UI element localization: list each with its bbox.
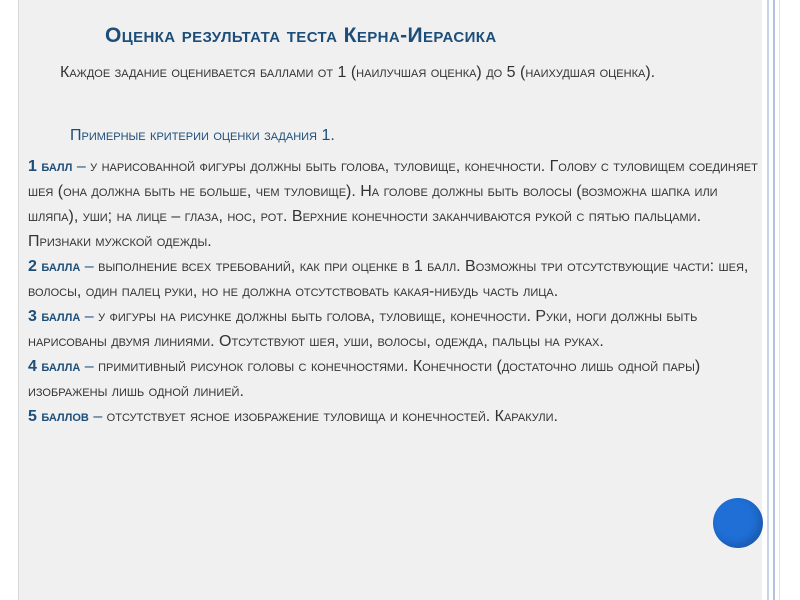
criterion-2 xyxy=(28,254,760,304)
criterion-3 xyxy=(28,304,760,354)
criterion-score: 1 балл xyxy=(28,158,73,175)
criterion-dash: – xyxy=(76,158,86,175)
criterion-5 xyxy=(28,404,760,429)
criterion-text: выполнение всех требований, как при оценке в 1 балл. Возможны три отсутствующие части: шея, волосы, один палец руки, но не должна отсутствовать какая-нибудь часть лица. xyxy=(28,258,749,300)
criteria-subheading: Примерные критерии оценки задания 1. xyxy=(70,127,335,144)
stripe-line xyxy=(773,0,775,600)
criterion-score: 3 балла xyxy=(28,308,81,325)
stripe-line xyxy=(767,0,769,600)
criterion-dash: – xyxy=(84,358,94,375)
criterion-dash: – xyxy=(84,258,94,275)
criterion-score: 4 балла xyxy=(28,358,81,375)
criterion-1 xyxy=(28,154,760,254)
criteria-list xyxy=(28,154,760,429)
criterion-score: 2 балла xyxy=(28,258,81,275)
criterion-dash: – xyxy=(93,408,103,425)
left-margin-strip xyxy=(0,0,18,600)
intro-paragraph: Каждое задание оценивается баллами от 1 (наилучшая оценка) до 5 (наихудшая оценка). xyxy=(60,64,656,81)
stripe-line xyxy=(779,0,780,600)
criterion-dash: – xyxy=(84,308,94,325)
criterion-text: примитивный рисунок головы с конечностями. Конечности (достаточно лишь одной пары) изображены лишь одной линией. xyxy=(28,358,701,400)
slide-title: Оценка результата теста Керна-Иерасика xyxy=(105,24,497,47)
blue-circle-decoration xyxy=(713,498,763,548)
criterion-score: 5 баллов xyxy=(28,408,89,425)
criterion-text: у фигуры на рисунке должны быть голова, туловище, конечности. Руки, ноги должны быть нарисованы двумя линиями. Отсутствуют шея, уши, волосы, одежда, пальцы на руках. xyxy=(28,308,698,350)
criterion-text: у нарисованной фигуры должны быть голова, туловище, конечности. Голову с туловищем соединяет шея (она должна быть не больше, чем туловище). На голове должны быть волосы (возможна шапка или шляпа), уши; на лице – глаза, нос, рот. Верхние конечности заканчиваются рукой с пятью пальцами. Признаки мужской одежды. xyxy=(28,158,758,250)
criterion-4 xyxy=(28,354,760,404)
criterion-text: отсутствует ясное изображение туловища и конечностей. Каракули. xyxy=(106,408,558,425)
